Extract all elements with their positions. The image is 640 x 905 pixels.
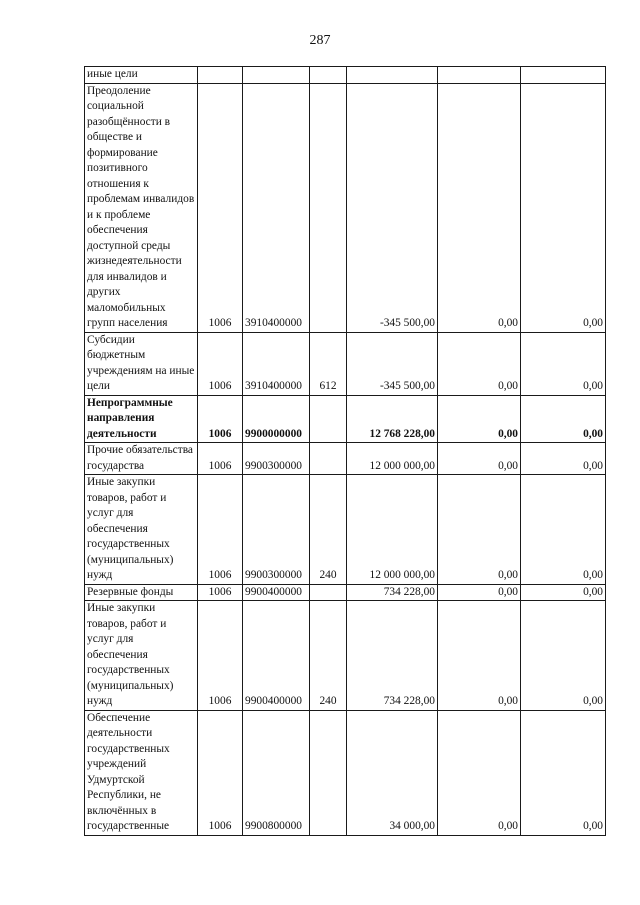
cell-amount-following: 0,00 — [521, 584, 606, 601]
cell-expense-type: 240 — [310, 601, 347, 711]
cell-section-code — [198, 67, 243, 84]
table-row — [85, 332, 606, 395]
cell-expense-type — [310, 710, 347, 835]
cell-amount-following: 0,00 — [521, 395, 606, 443]
cell-target-article: 9900300000 — [243, 475, 310, 585]
cell-amount-current — [347, 67, 438, 84]
cell-amount-next — [438, 67, 521, 84]
cell-amount-current: 734 228,00 — [347, 584, 438, 601]
cell-amount-following: 0,00 — [521, 332, 606, 395]
table-row — [85, 395, 606, 443]
cell-target-article: 9900400000 — [243, 601, 310, 711]
cell-amount-following — [521, 67, 606, 84]
cell-name: иные цели — [85, 67, 198, 84]
cell-amount-current: 34 000,00 — [347, 710, 438, 835]
cell-section-code: 1006 — [198, 584, 243, 601]
cell-name: Иные закупки товаров, работ и услуг для обеспечения государственных (муниципальных) нужд — [85, 601, 198, 711]
cell-target-article: 9900300000 — [243, 443, 310, 475]
cell-amount-next: 0,00 — [438, 332, 521, 395]
cell-expense-type: 240 — [310, 475, 347, 585]
cell-expense-type — [310, 67, 347, 84]
cell-section-code: 1006 — [198, 710, 243, 835]
cell-section-code: 1006 — [198, 601, 243, 711]
cell-section-code: 1006 — [198, 443, 243, 475]
cell-name: Иные закупки товаров, работ и услуг для обеспечения государственных (муниципальных) нужд — [85, 475, 198, 585]
cell-name: Прочие обязательства государства — [85, 443, 198, 475]
cell-expense-type — [310, 83, 347, 332]
cell-expense-type — [310, 443, 347, 475]
cell-target-article: 3910400000 — [243, 332, 310, 395]
cell-name: Непрограммные направления деятельности — [85, 395, 198, 443]
cell-amount-following: 0,00 — [521, 601, 606, 711]
cell-target-article: 9900000000 — [243, 395, 310, 443]
cell-expense-type — [310, 395, 347, 443]
cell-name: Обеспечение деятельности государственных учреждений Удмуртской Республики, не включённых в государственные — [85, 710, 198, 835]
cell-amount-current: -345 500,00 — [347, 332, 438, 395]
cell-amount-current: 734 228,00 — [347, 601, 438, 711]
cell-section-code: 1006 — [198, 332, 243, 395]
cell-amount-current: 12 000 000,00 — [347, 443, 438, 475]
table-row — [85, 67, 606, 84]
cell-name: Субсидии бюджетным учреждениям на иные цели — [85, 332, 198, 395]
cell-section-code: 1006 — [198, 475, 243, 585]
cell-amount-current: 12 000 000,00 — [347, 475, 438, 585]
cell-amount-current: -345 500,00 — [347, 83, 438, 332]
cell-section-code: 1006 — [198, 83, 243, 332]
cell-amount-next: 0,00 — [438, 475, 521, 585]
cell-target-article: 3910400000 — [243, 83, 310, 332]
cell-name: Преодоление социальной разобщённости в обществе и формирование позитивного отношения к проблемам инвалидов и к проблеме обеспечения доступной среды жизнедеятельности для инвалидов и других маломобильных групп населения — [85, 83, 198, 332]
cell-target-article — [243, 67, 310, 84]
cell-amount-following: 0,00 — [521, 443, 606, 475]
table-row — [85, 475, 606, 585]
cell-target-article: 9900400000 — [243, 584, 310, 601]
cell-amount-next: 0,00 — [438, 601, 521, 711]
cell-amount-following: 0,00 — [521, 710, 606, 835]
table-row — [85, 83, 606, 332]
cell-amount-next: 0,00 — [438, 584, 521, 601]
cell-amount-next: 0,00 — [438, 710, 521, 835]
table-row — [85, 584, 606, 601]
cell-expense-type — [310, 584, 347, 601]
table-row — [85, 601, 606, 711]
cell-section-code: 1006 — [198, 395, 243, 443]
cell-name: Резервные фонды — [85, 584, 198, 601]
cell-amount-following: 0,00 — [521, 475, 606, 585]
budget-table-body — [85, 67, 606, 836]
cell-amount-current: 12 768 228,00 — [347, 395, 438, 443]
cell-amount-next: 0,00 — [438, 83, 521, 332]
page-number: 287 — [309, 33, 331, 48]
table-row — [85, 443, 606, 475]
budget-table — [84, 66, 606, 836]
cell-target-article: 9900800000 — [243, 710, 310, 835]
cell-amount-next: 0,00 — [438, 443, 521, 475]
table-row — [85, 710, 606, 835]
cell-amount-next: 0,00 — [438, 395, 521, 443]
cell-expense-type: 612 — [310, 332, 347, 395]
cell-amount-following: 0,00 — [521, 83, 606, 332]
